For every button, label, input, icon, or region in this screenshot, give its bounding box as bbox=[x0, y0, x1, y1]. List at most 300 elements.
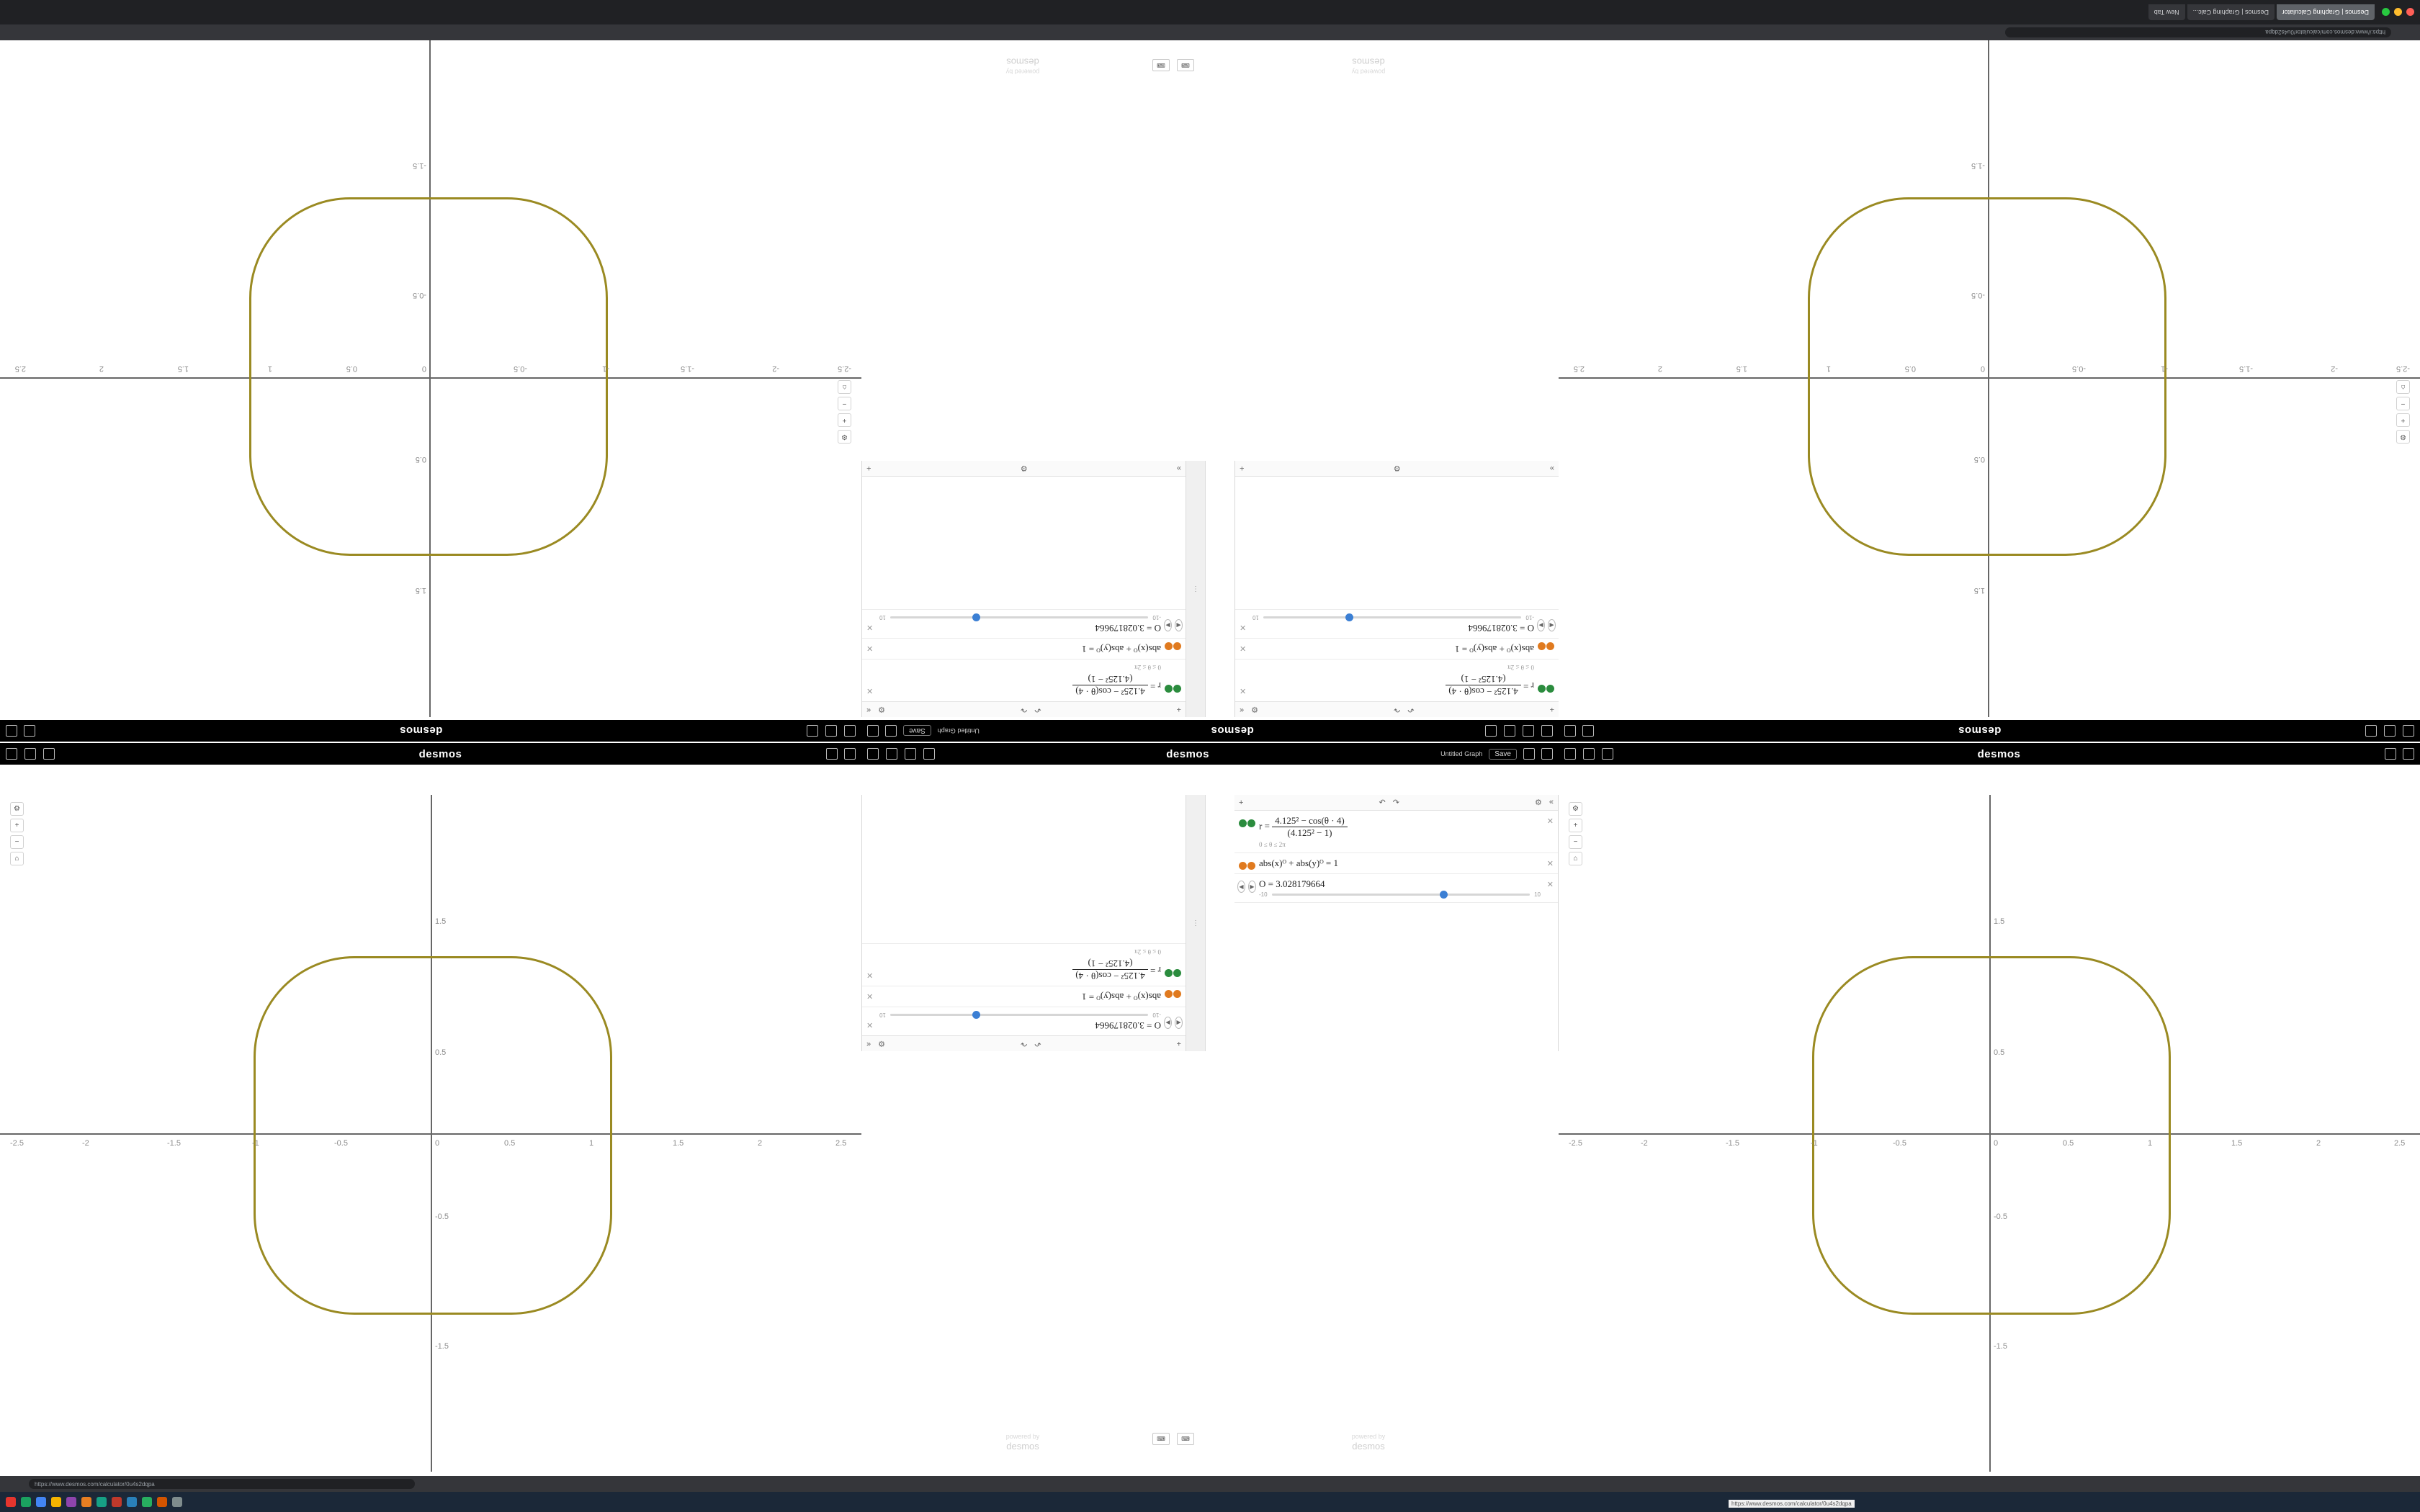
axis-tick: -0.5 bbox=[514, 364, 527, 373]
graph-canvas[interactable] bbox=[1559, 795, 2420, 1472]
watermark-sub: powered by bbox=[1005, 68, 1040, 76]
axis-tick: -2.5 bbox=[1569, 1139, 1582, 1148]
taskbar-bottom[interactable] bbox=[0, 1492, 2420, 1512]
expression-toolbar[interactable] bbox=[1234, 795, 1558, 811]
axis-tick: -1.5 bbox=[435, 1342, 449, 1351]
expression-lhs: r = bbox=[1150, 680, 1161, 692]
expression-visibility-toggle-2[interactable] bbox=[1537, 639, 1556, 654]
axis-tick: -1.5 bbox=[1994, 1342, 2007, 1351]
axis-tick: -1.5 bbox=[1726, 1139, 1739, 1148]
gear-icon[interactable]: ⚙ bbox=[1251, 705, 1258, 714]
desmos-header-right-top[interactable] bbox=[1559, 720, 2420, 742]
keyboard-icon[interactable]: ⌨ bbox=[1177, 59, 1194, 71]
expression-lhs: r = bbox=[1523, 680, 1534, 692]
app-icon[interactable] bbox=[142, 1497, 152, 1507]
save-button[interactable]: Save bbox=[903, 726, 931, 737]
graph-pane-top-left[interactable] bbox=[0, 40, 861, 717]
help-icon[interactable] bbox=[6, 748, 17, 760]
desmos-watermark-top-right bbox=[1325, 56, 1412, 75]
expression-row-1[interactable] bbox=[862, 943, 1186, 986]
info-icon[interactable] bbox=[1583, 748, 1595, 760]
fraction-numerator: 4.125² − cos(θ · 4) bbox=[1446, 685, 1521, 697]
folder-icon[interactable] bbox=[43, 748, 55, 760]
axis-tick: -0.5 bbox=[413, 291, 426, 300]
browser-chrome-top bbox=[0, 0, 2420, 24]
expression-row-3[interactable] bbox=[1235, 609, 1559, 638]
expression-toolbar[interactable] bbox=[862, 701, 1186, 717]
account-icon[interactable] bbox=[1564, 725, 1576, 737]
expression-footer[interactable] bbox=[1235, 461, 1559, 477]
redo-icon[interactable]: ↷ bbox=[1394, 705, 1401, 714]
zoom-out-button[interactable]: − bbox=[10, 835, 24, 849]
account-icon[interactable] bbox=[844, 748, 856, 760]
expression-math-2[interactable]: abs(x)ᴼ + abs(y)ᴼ = 1 bbox=[1259, 858, 1339, 868]
plotted-curve bbox=[254, 956, 612, 1315]
color-swatch[interactable] bbox=[1547, 643, 1555, 651]
expression-visibility-toggle-1[interactable] bbox=[1164, 681, 1183, 697]
delete-expression-icon[interactable]: ✕ bbox=[1240, 623, 1247, 631]
desmos-logo[interactable]: desmos bbox=[1958, 724, 2002, 737]
expression-math-3[interactable]: O = 3.028179664 bbox=[1095, 623, 1161, 634]
panel-resize-handle-bottom[interactable]: ⋮ bbox=[1186, 795, 1206, 1051]
minimize-icon[interactable] bbox=[2394, 9, 2402, 17]
zoom-out-button[interactable]: − bbox=[838, 397, 851, 410]
axis-tick: 1.5 bbox=[673, 1139, 684, 1148]
desmos-header-top[interactable] bbox=[861, 720, 1559, 742]
keyboard-icon[interactable]: ⌨ bbox=[1152, 59, 1170, 71]
axis-tick: 2 bbox=[1657, 364, 1662, 373]
add-expression-button[interactable]: + bbox=[1176, 705, 1181, 714]
app-icon[interactable] bbox=[157, 1497, 167, 1507]
delete-expression-icon[interactable]: ✕ bbox=[866, 686, 874, 695]
wrench-icon[interactable]: ⚙ bbox=[2396, 430, 2410, 444]
gear-icon[interactable]: ⚙ bbox=[878, 705, 885, 714]
info-icon[interactable] bbox=[825, 725, 837, 737]
expression-row-2[interactable] bbox=[1235, 638, 1559, 659]
expression-math-1[interactable] bbox=[1259, 815, 1541, 839]
delete-expression-icon[interactable]: ✕ bbox=[866, 1020, 874, 1029]
slider-max: 10 bbox=[879, 614, 886, 621]
axis-tick: -2 bbox=[772, 364, 779, 373]
axis-tick: 2 bbox=[758, 1139, 763, 1148]
browser-tab[interactable]: New Tab bbox=[2148, 4, 2185, 20]
color-swatch[interactable] bbox=[1538, 643, 1546, 651]
slider-max: 10 bbox=[879, 1012, 886, 1018]
desmos-logo[interactable]: desmos bbox=[418, 747, 462, 760]
add-expression-button[interactable]: + bbox=[1240, 464, 1245, 473]
info-icon[interactable] bbox=[24, 748, 36, 760]
graph-tools-top-right[interactable] bbox=[2396, 380, 2410, 444]
keyboard-icon[interactable]: ⌨ bbox=[1177, 1433, 1194, 1445]
zoom-in-button[interactable]: + bbox=[838, 413, 851, 427]
axis-tick: -0.5 bbox=[1971, 291, 1985, 300]
urlbar-bottom[interactable] bbox=[0, 1476, 2420, 1492]
share-icon[interactable] bbox=[885, 725, 897, 737]
axis-tick: 1 bbox=[267, 364, 272, 373]
undo-icon[interactable]: ↶ bbox=[1407, 705, 1415, 714]
expand-panel-icon[interactable]: » bbox=[1176, 464, 1181, 473]
home-button[interactable]: ⌂ bbox=[2396, 380, 2410, 394]
expression-visibility-toggle-2[interactable] bbox=[1237, 858, 1256, 873]
slider-step-back-icon[interactable]: ◀ bbox=[1548, 620, 1556, 632]
share-icon[interactable] bbox=[24, 725, 35, 737]
axis-tick: 1.5 bbox=[1736, 364, 1747, 373]
axis-tick: 0 bbox=[435, 1139, 440, 1148]
desmos-header-right-bottom[interactable] bbox=[1559, 743, 2420, 765]
info-icon[interactable] bbox=[886, 748, 897, 760]
desmos-logo[interactable]: desmos bbox=[1977, 747, 2021, 760]
delete-expression-icon[interactable]: ✕ bbox=[866, 644, 874, 652]
collapse-panel-icon[interactable]: « bbox=[866, 1040, 871, 1048]
redo-icon[interactable]: ↷ bbox=[1021, 705, 1028, 714]
expression-panel-bottom-left[interactable] bbox=[861, 795, 1186, 1051]
window-controls-top[interactable] bbox=[2382, 9, 2414, 17]
desmos-logo[interactable]: desmos bbox=[399, 724, 443, 737]
app-icon[interactable] bbox=[66, 1497, 76, 1507]
slider-3[interactable] bbox=[879, 614, 1161, 622]
axis-tick: -1 bbox=[602, 364, 609, 373]
expression-lhs: r = bbox=[1150, 965, 1161, 976]
color-swatch[interactable] bbox=[1165, 970, 1173, 978]
help-icon[interactable] bbox=[867, 748, 879, 760]
expression-row-2[interactable] bbox=[1234, 853, 1558, 874]
maximize-icon[interactable] bbox=[2382, 9, 2390, 17]
axis-tick: -2 bbox=[2331, 364, 2338, 373]
gear-icon[interactable]: ⚙ bbox=[1535, 798, 1542, 807]
expression-domain-1: 0 ≤ θ ≤ 2π bbox=[1134, 948, 1161, 955]
watermark-sub: powered by bbox=[1351, 1433, 1386, 1440]
slider-playback-controls[interactable] bbox=[1164, 1015, 1183, 1031]
color-swatch[interactable] bbox=[1239, 862, 1247, 870]
expression-row-3[interactable] bbox=[862, 609, 1186, 638]
axis-tick: 2.5 bbox=[14, 364, 26, 373]
color-swatch[interactable] bbox=[1247, 819, 1255, 827]
slider-track[interactable] bbox=[1263, 616, 1522, 618]
info-icon[interactable] bbox=[1523, 725, 1534, 737]
expression-math-3[interactable]: O = 3.028179664 bbox=[1095, 1020, 1161, 1031]
zoom-out-button[interactable]: − bbox=[2396, 397, 2410, 410]
expression-math-3[interactable]: O = 3.028179664 bbox=[1468, 623, 1534, 634]
desmos-logo[interactable]: desmos bbox=[1166, 747, 1209, 760]
add-expression-button[interactable]: + bbox=[866, 464, 871, 473]
folder-icon[interactable] bbox=[1602, 748, 1613, 760]
axis-tick: 1.5 bbox=[1994, 917, 2005, 926]
address-field[interactable]: https://www.desmos.com/calculator/0u4s2dqpa bbox=[29, 1479, 415, 1489]
slider-thumb[interactable] bbox=[1345, 613, 1353, 621]
desmos-header-left-top[interactable] bbox=[0, 720, 861, 742]
axis-tick: -0.5 bbox=[435, 1212, 449, 1221]
expression-toolbar[interactable] bbox=[1235, 701, 1559, 717]
color-swatch[interactable] bbox=[1538, 685, 1546, 693]
slider-play-icon[interactable]: ▶ bbox=[1537, 620, 1545, 632]
folder-icon[interactable] bbox=[2365, 725, 2377, 737]
delete-expression-icon[interactable]: ✕ bbox=[866, 623, 874, 631]
expression-row-2[interactable] bbox=[862, 638, 1186, 659]
app-icon[interactable] bbox=[51, 1497, 61, 1507]
slider-play-icon[interactable]: ▶ bbox=[1164, 620, 1172, 632]
expression-math-3[interactable]: O = 3.028179664 bbox=[1259, 878, 1325, 889]
slider-min: -10 bbox=[1152, 614, 1161, 621]
graph-canvas[interactable] bbox=[0, 795, 861, 1472]
graph-tools-bottom-left[interactable] bbox=[10, 802, 24, 865]
graph-pane-top-right[interactable] bbox=[1559, 40, 2420, 717]
expand-panel-icon[interactable]: » bbox=[1549, 464, 1554, 473]
zoom-out-button[interactable]: − bbox=[1569, 835, 1582, 849]
axis-tick: 2.5 bbox=[1573, 364, 1585, 373]
collapse-panel-icon[interactable]: « bbox=[1549, 798, 1554, 806]
account-icon[interactable] bbox=[867, 725, 879, 737]
expression-math-2[interactable]: abs(x)ᴼ + abs(y)ᴼ = 1 bbox=[1454, 644, 1534, 654]
delete-expression-icon[interactable]: ✕ bbox=[1240, 644, 1247, 652]
slider-track[interactable] bbox=[890, 1014, 1149, 1016]
desmos-header-left-bottom[interactable] bbox=[0, 743, 861, 765]
home-button[interactable]: ⌂ bbox=[10, 852, 24, 865]
add-expression-button[interactable]: + bbox=[1239, 798, 1244, 807]
expression-panel-top-left[interactable] bbox=[861, 461, 1186, 717]
slider-min: -10 bbox=[1259, 891, 1268, 898]
expression-visibility-toggle-2[interactable] bbox=[1164, 986, 1183, 1002]
fraction-denominator: (4.125² − 1) bbox=[1461, 674, 1506, 685]
expression-footer[interactable] bbox=[862, 461, 1186, 477]
axis-tick: -1.5 bbox=[167, 1139, 181, 1148]
urlbar-top[interactable] bbox=[0, 24, 2420, 40]
axis-tick: -2 bbox=[1641, 1139, 1648, 1148]
axis-tick: -0.5 bbox=[1893, 1139, 1906, 1148]
app-icon[interactable] bbox=[112, 1497, 122, 1507]
slider-step-back-icon[interactable]: ◀ bbox=[1175, 620, 1183, 632]
app-icon[interactable] bbox=[172, 1497, 182, 1507]
slider-thumb[interactable] bbox=[972, 1011, 980, 1019]
slider-step-back-icon[interactable]: ◀ bbox=[1237, 881, 1245, 893]
browser-tab[interactable]: Desmos | Graphing Calculator bbox=[2277, 4, 2375, 20]
expression-row-3[interactable] bbox=[862, 1007, 1186, 1035]
color-swatch[interactable] bbox=[1165, 643, 1173, 651]
graph-pane-bottom-left[interactable] bbox=[0, 795, 861, 1472]
watermark-brand: desmos bbox=[1006, 56, 1039, 68]
axis-tick: 0.5 bbox=[346, 364, 357, 373]
fraction-numerator: 4.125² − cos(θ · 4) bbox=[1272, 815, 1348, 827]
slider-thumb[interactable] bbox=[1440, 891, 1448, 899]
wrench-icon[interactable]: ⚙ bbox=[838, 430, 851, 444]
desmos-logo[interactable]: desmos bbox=[1211, 724, 1254, 737]
keyboard-toggle-group-bottom[interactable] bbox=[1152, 1433, 1194, 1445]
axis-tick: -2 bbox=[82, 1139, 89, 1148]
watermark-brand: desmos bbox=[1352, 56, 1385, 68]
delete-expression-icon[interactable]: ✕ bbox=[1546, 860, 1554, 868]
slider-playback-controls[interactable] bbox=[1237, 878, 1256, 894]
axis-tick: 1 bbox=[589, 1139, 594, 1148]
slider-playback-controls[interactable] bbox=[1164, 618, 1183, 634]
expression-math-2[interactable]: abs(x)ᴼ + abs(y)ᴼ = 1 bbox=[1081, 991, 1161, 1002]
help-icon[interactable] bbox=[1564, 748, 1576, 760]
graph-canvas[interactable] bbox=[0, 40, 861, 717]
help-icon[interactable] bbox=[844, 725, 856, 737]
axis-tick: 0.5 bbox=[435, 1048, 447, 1057]
share-icon[interactable] bbox=[826, 748, 838, 760]
add-expression-button[interactable]: + bbox=[1549, 705, 1554, 714]
color-swatch[interactable] bbox=[1247, 862, 1255, 870]
delete-expression-icon[interactable]: ✕ bbox=[1240, 686, 1247, 695]
share-icon[interactable] bbox=[1582, 725, 1594, 737]
slider-thumb[interactable] bbox=[972, 613, 980, 621]
axis-tick: 1.5 bbox=[435, 917, 447, 926]
plotted-curve bbox=[1808, 197, 2166, 556]
browser-tab[interactable]: Desmos | Graphing Calc... bbox=[2187, 4, 2275, 20]
slider-min: -10 bbox=[1525, 614, 1534, 621]
expression-visibility-toggle-1[interactable] bbox=[1537, 681, 1556, 697]
app-icon[interactable] bbox=[81, 1497, 91, 1507]
expression-visibility-toggle-2[interactable] bbox=[1164, 639, 1183, 654]
axis-tick: 2 bbox=[99, 364, 104, 373]
undo-icon[interactable]: ↶ bbox=[1034, 1039, 1041, 1048]
axis-tick: -1.5 bbox=[413, 161, 426, 170]
info-icon[interactable] bbox=[2384, 725, 2396, 737]
graph-pane-bottom-right[interactable] bbox=[1559, 795, 2420, 1472]
folder-icon[interactable] bbox=[905, 748, 916, 760]
slider-3[interactable] bbox=[1259, 890, 1541, 898]
account-icon[interactable] bbox=[2403, 748, 2414, 760]
plotted-curve bbox=[249, 197, 608, 556]
help-icon[interactable] bbox=[2403, 725, 2414, 737]
color-swatch[interactable] bbox=[1174, 685, 1182, 693]
share-icon[interactable] bbox=[2385, 748, 2396, 760]
watermark-brand: desmos bbox=[1352, 1440, 1385, 1452]
expression-toolbar[interactable] bbox=[862, 1035, 1186, 1051]
redo-icon[interactable]: ↷ bbox=[1021, 1039, 1028, 1048]
axis-tick: 2.5 bbox=[835, 1139, 847, 1148]
redo-icon[interactable]: ↷ bbox=[1392, 798, 1399, 807]
gear-icon[interactable]: ⚙ bbox=[1393, 464, 1401, 472]
axis-tick: 1 bbox=[1826, 364, 1831, 373]
zoom-in-button[interactable]: + bbox=[1569, 819, 1582, 832]
axis-tick: 0 bbox=[1994, 1139, 1999, 1148]
graph-title[interactable]: Untitled Graph bbox=[937, 727, 980, 734]
axis-tick: -0.5 bbox=[2072, 364, 2086, 373]
slider-track[interactable] bbox=[890, 616, 1149, 618]
color-swatch[interactable] bbox=[1547, 685, 1555, 693]
color-swatch[interactable] bbox=[1174, 643, 1182, 651]
account-icon[interactable] bbox=[6, 725, 17, 737]
collapse-panel-icon[interactable]: « bbox=[866, 706, 871, 714]
axis-tick: -2.5 bbox=[2396, 364, 2410, 373]
gear-icon[interactable]: ⚙ bbox=[878, 1039, 885, 1048]
axis-tick: 2.5 bbox=[2394, 1139, 2406, 1148]
folder-icon[interactable] bbox=[807, 725, 818, 737]
slider-play-icon[interactable]: ▶ bbox=[1164, 1017, 1172, 1030]
slider-3[interactable] bbox=[1252, 614, 1534, 622]
expression-visibility-toggle-1[interactable] bbox=[1164, 966, 1183, 981]
desmos-watermark-top-left bbox=[980, 56, 1066, 75]
color-swatch[interactable] bbox=[1165, 991, 1173, 999]
app-icon[interactable] bbox=[127, 1497, 137, 1507]
keyboard-toggle-group-top[interactable] bbox=[1152, 59, 1194, 71]
axis-tick: 1.5 bbox=[2231, 1139, 2243, 1148]
keyboard-icon[interactable]: ⌨ bbox=[1152, 1433, 1170, 1445]
home-button[interactable]: ⌂ bbox=[1569, 852, 1582, 865]
zoom-in-button[interactable]: + bbox=[2396, 413, 2410, 427]
color-swatch[interactable] bbox=[1239, 819, 1247, 827]
app-icon[interactable] bbox=[21, 1497, 31, 1507]
delete-expression-icon[interactable]: ✕ bbox=[1546, 817, 1554, 826]
axis-tick: 0 bbox=[421, 364, 426, 373]
axis-tick: 2 bbox=[2316, 1139, 2321, 1148]
axis-tick: 0.5 bbox=[1994, 1048, 2005, 1057]
home-button[interactable]: ⌂ bbox=[838, 380, 851, 394]
delete-expression-icon[interactable]: ✕ bbox=[866, 991, 874, 1000]
app-icon[interactable] bbox=[97, 1497, 107, 1507]
expression-math-2[interactable]: abs(x)ᴼ + abs(y)ᴼ = 1 bbox=[1081, 644, 1161, 654]
account-icon[interactable] bbox=[1541, 748, 1553, 760]
expression-visibility-toggle-1[interactable] bbox=[1237, 815, 1256, 831]
help-icon[interactable] bbox=[1541, 725, 1553, 737]
expression-row-1[interactable] bbox=[1235, 659, 1559, 701]
gear-icon[interactable]: ⚙ bbox=[1020, 464, 1028, 472]
expression-domain-1: 0 ≤ θ ≤ 2π bbox=[1259, 841, 1286, 848]
desmos-header-bottom[interactable] bbox=[861, 743, 1559, 765]
graph-canvas[interactable] bbox=[1559, 40, 2420, 717]
undo-icon[interactable]: ↶ bbox=[1379, 798, 1386, 807]
tabstrip-top[interactable] bbox=[2148, 4, 2375, 20]
graph-tools-top-left[interactable] bbox=[838, 380, 851, 444]
app-icon[interactable] bbox=[36, 1497, 46, 1507]
slider-playback-controls[interactable] bbox=[1537, 618, 1556, 634]
plotted-curve bbox=[1812, 956, 2171, 1315]
delete-expression-icon[interactable]: ✕ bbox=[1546, 881, 1554, 889]
zoom-in-button[interactable]: + bbox=[10, 819, 24, 832]
save-button[interactable]: Save bbox=[1489, 749, 1517, 760]
address-field[interactable]: https://www.desmos.com/calculator/0u4s2dqpa bbox=[2005, 27, 2391, 37]
folder-icon[interactable] bbox=[1504, 725, 1515, 737]
expression-row-3[interactable] bbox=[1234, 874, 1558, 903]
color-swatch[interactable] bbox=[1174, 991, 1182, 999]
panel-resize-handle-top[interactable]: ⋮ bbox=[1186, 461, 1206, 717]
slider-track[interactable] bbox=[1272, 894, 1531, 896]
axis-tick: -0.5 bbox=[1994, 1212, 2007, 1221]
watermark-brand: desmos bbox=[1006, 1440, 1039, 1452]
color-swatch[interactable] bbox=[1174, 970, 1182, 978]
axis-tick: 0.5 bbox=[1973, 455, 1985, 464]
wrench-icon[interactable]: ⚙ bbox=[10, 802, 24, 816]
close-icon[interactable] bbox=[2406, 9, 2414, 17]
expression-math-1[interactable] bbox=[879, 958, 1161, 981]
expression-row-2[interactable] bbox=[862, 986, 1186, 1007]
undo-icon[interactable]: ↶ bbox=[1034, 705, 1041, 714]
chevron-down-icon[interactable] bbox=[923, 748, 935, 760]
app-icon[interactable] bbox=[6, 1497, 16, 1507]
expression-row-1[interactable] bbox=[862, 659, 1186, 701]
expression-row-1[interactable] bbox=[1234, 811, 1558, 853]
graph-title[interactable]: Untitled Graph bbox=[1440, 750, 1483, 757]
chevron-up-icon[interactable] bbox=[1485, 725, 1497, 737]
expression-panel-top-right[interactable] bbox=[1234, 461, 1559, 717]
collapse-panel-icon[interactable]: « bbox=[1240, 706, 1245, 714]
axis-tick: -2.5 bbox=[10, 1139, 24, 1148]
desmos-watermark-bottom-right bbox=[1325, 1433, 1412, 1452]
slider-step-back-icon[interactable]: ◀ bbox=[1175, 1017, 1183, 1030]
graph-tools-bottom-right[interactable] bbox=[1569, 802, 1582, 865]
add-expression-button[interactable]: + bbox=[1176, 1039, 1181, 1048]
expression-math-1[interactable] bbox=[879, 673, 1161, 697]
slider-3[interactable] bbox=[879, 1012, 1161, 1020]
slider-play-icon[interactable]: ▶ bbox=[1248, 881, 1256, 893]
wrench-icon[interactable]: ⚙ bbox=[1569, 802, 1582, 816]
axis-tick: -2.5 bbox=[838, 364, 851, 373]
expression-panel-bottom-right[interactable] bbox=[1234, 795, 1559, 1051]
share-icon[interactable] bbox=[1523, 748, 1535, 760]
delete-expression-icon[interactable]: ✕ bbox=[866, 971, 874, 979]
color-swatch[interactable] bbox=[1165, 685, 1173, 693]
expression-math-1[interactable] bbox=[1252, 673, 1534, 697]
